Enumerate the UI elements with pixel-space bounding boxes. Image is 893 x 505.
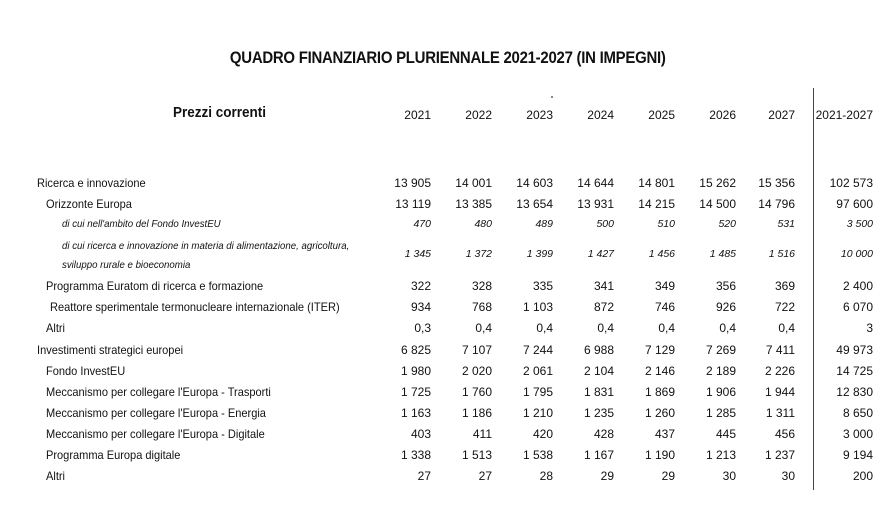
table-cell: 7 107 bbox=[461, 343, 492, 357]
table-cell: 0,4 bbox=[597, 321, 614, 335]
table-cell: 1 311 bbox=[765, 406, 795, 420]
table-cell: 7 411 bbox=[765, 343, 795, 357]
table-cell: 30 bbox=[781, 469, 795, 483]
table-cell: 480 bbox=[474, 218, 492, 230]
table-cell: 2 020 bbox=[461, 364, 492, 378]
row-label: Meccanismo per collegare l'Europa - Trasporti bbox=[46, 385, 271, 399]
table-cell: 14 215 bbox=[638, 197, 675, 211]
table-cell: 403 bbox=[410, 427, 431, 441]
row-label: di cui ricerca e innovazione in materia di alimentazione, agricoltura, sviluppo rurale e bioeconomia bbox=[62, 240, 350, 271]
table-cell: 8 650 bbox=[842, 406, 873, 420]
table-cell: 1 213 bbox=[705, 448, 736, 462]
table-cell: 531 bbox=[777, 218, 795, 230]
table-cell: 445 bbox=[715, 427, 736, 441]
table-cell: 926 bbox=[715, 300, 736, 314]
table-cell: 13 654 bbox=[516, 197, 553, 211]
table-cell: 14 500 bbox=[699, 197, 736, 211]
row-label: Investimenti strategici europei bbox=[37, 343, 184, 357]
table-cell: 1 167 bbox=[583, 448, 614, 462]
table-cell: 1 795 bbox=[522, 385, 553, 399]
table-cell: 1 163 bbox=[400, 406, 431, 420]
table-cell: 428 bbox=[593, 427, 614, 441]
row-label: Programma Europa digitale bbox=[46, 448, 181, 462]
table-cell: 0,4 bbox=[475, 321, 492, 335]
table-cell: 6 988 bbox=[583, 343, 614, 357]
table-cell: 14 644 bbox=[577, 176, 614, 190]
table-cell: 0,4 bbox=[658, 321, 675, 335]
table-cell: 15 356 bbox=[758, 176, 795, 190]
table-cell: 27 bbox=[417, 469, 431, 483]
table-cell: 15 262 bbox=[699, 176, 736, 190]
table-cell: 1 338 bbox=[400, 448, 431, 462]
table-cell: 13 385 bbox=[455, 197, 492, 211]
column-header: 2027 bbox=[768, 108, 795, 122]
table-cell: 1 372 bbox=[465, 248, 492, 260]
table-cell: 9 194 bbox=[842, 448, 873, 462]
table-cell: 1 285 bbox=[705, 406, 736, 420]
table-cell: 2 104 bbox=[583, 364, 614, 378]
table-cell: 1 186 bbox=[461, 406, 492, 420]
table-cell: 1 831 bbox=[583, 385, 614, 399]
table-cell: 0,4 bbox=[719, 321, 736, 335]
table-cell: 1 399 bbox=[526, 248, 553, 260]
table-cell: 3 000 bbox=[842, 427, 873, 441]
table-cell: 14 001 bbox=[455, 176, 492, 190]
row-label: Fondo InvestEU bbox=[46, 364, 126, 378]
table-cell: 369 bbox=[774, 279, 795, 293]
table-cell: 3 bbox=[866, 321, 873, 335]
table-cell: 768 bbox=[471, 300, 492, 314]
table-cell: 97 600 bbox=[836, 197, 873, 211]
price-basis-heading: Prezzi correnti bbox=[173, 104, 267, 121]
column-header: 2022 bbox=[465, 108, 492, 122]
table-cell: 934 bbox=[410, 300, 431, 314]
stray-dot bbox=[551, 96, 553, 98]
row-label: di cui nell'ambito del Fondo InvestEU bbox=[62, 218, 221, 230]
row-label: Meccanismo per collegare l'Europa - Energia bbox=[46, 406, 266, 420]
table-cell: 456 bbox=[774, 427, 795, 441]
table-cell: 1 235 bbox=[583, 406, 614, 420]
table-cell: 411 bbox=[472, 427, 492, 441]
table-cell: 13 119 bbox=[395, 197, 431, 211]
row-label: Ricerca e innovazione bbox=[37, 176, 146, 190]
table-cell: 2 146 bbox=[644, 364, 675, 378]
table-cell: 1 538 bbox=[522, 448, 553, 462]
table-cell: 200 bbox=[852, 469, 873, 483]
table-title: QUADRO FINANZIARIO PLURIENNALE 2021-2027 (IN IMPEGNI) bbox=[229, 48, 666, 67]
column-header: 2025 bbox=[648, 108, 675, 122]
table-cell: 27 bbox=[478, 469, 492, 483]
table-cell: 6 825 bbox=[400, 343, 431, 357]
table-cell: 0,4 bbox=[778, 321, 795, 335]
row-label: Reattore sperimentale termonucleare internazionale (ITER) bbox=[50, 300, 340, 314]
table-cell: 1 760 bbox=[461, 385, 492, 399]
row-label: Altri bbox=[46, 469, 66, 483]
table-cell: 322 bbox=[410, 279, 431, 293]
table-cell: 1 906 bbox=[705, 385, 736, 399]
table-cell: 13 931 bbox=[577, 197, 614, 211]
table-cell: 722 bbox=[774, 300, 795, 314]
table-cell: 341 bbox=[593, 279, 614, 293]
table-cell: 335 bbox=[532, 279, 553, 293]
table-cell: 2 226 bbox=[764, 364, 795, 378]
table-cell: 1 456 bbox=[648, 248, 675, 260]
table-cell: 14 796 bbox=[758, 197, 795, 211]
table-cell: 470 bbox=[413, 218, 431, 230]
table-cell: 2 400 bbox=[842, 279, 873, 293]
table-cell: 7 244 bbox=[522, 343, 553, 357]
table-cell: 30 bbox=[722, 469, 736, 483]
table-cell: 1 237 bbox=[764, 448, 795, 462]
table-cell: 1 944 bbox=[764, 385, 795, 399]
table-cell: 1 725 bbox=[400, 385, 431, 399]
table-cell: 1 190 bbox=[644, 448, 675, 462]
table-cell: 3 500 bbox=[846, 218, 873, 230]
row-label: Altri bbox=[46, 321, 66, 335]
table-cell: 1 513 bbox=[461, 448, 492, 462]
table-cell: 14 801 bbox=[638, 176, 675, 190]
table-cell: 29 bbox=[661, 469, 675, 483]
column-header: 2021-2027 bbox=[815, 108, 873, 122]
table-cell: 1 103 bbox=[522, 300, 553, 314]
table-cell: 1 210 bbox=[522, 406, 553, 420]
table-cell: 7 269 bbox=[705, 343, 736, 357]
table-cell: 420 bbox=[532, 427, 553, 441]
table-cell: 0,4 bbox=[536, 321, 553, 335]
table-cell: 520 bbox=[718, 218, 736, 230]
table-cell: 500 bbox=[596, 218, 614, 230]
table-cell: 6 070 bbox=[842, 300, 873, 314]
table-cell: 1 427 bbox=[587, 248, 614, 260]
table-cell: 29 bbox=[600, 469, 614, 483]
column-header: 2024 bbox=[587, 108, 614, 122]
table-cell: 0,3 bbox=[414, 321, 431, 335]
row-label: Meccanismo per collegare l'Europa - Digitale bbox=[46, 427, 265, 441]
table-cell: 510 bbox=[657, 218, 675, 230]
table-cell: 28 bbox=[539, 469, 553, 483]
table-cell: 356 bbox=[715, 279, 736, 293]
column-header: 2021 bbox=[404, 108, 431, 122]
row-label: Orizzonte Europa bbox=[46, 197, 132, 211]
table-cell: 1 869 bbox=[644, 385, 675, 399]
table-cell: 328 bbox=[471, 279, 492, 293]
table-cell: 1 260 bbox=[644, 406, 675, 420]
table-cell: 1 485 bbox=[709, 248, 736, 260]
table-cell: 746 bbox=[654, 300, 675, 314]
table-cell: 437 bbox=[654, 427, 675, 441]
table-cell: 2 189 bbox=[705, 364, 736, 378]
table-cell: 1 516 bbox=[768, 248, 795, 260]
table-cell: 2 061 bbox=[522, 364, 553, 378]
row-label: Programma Euratom di ricerca e formazione bbox=[46, 279, 264, 293]
table-cell: 49 973 bbox=[836, 343, 873, 357]
table-cell: 14 603 bbox=[516, 176, 553, 190]
table-cell: 872 bbox=[593, 300, 614, 314]
table-cell: 13 905 bbox=[394, 176, 431, 190]
table-cell: 349 bbox=[654, 279, 675, 293]
table-cell: 1 345 bbox=[404, 248, 431, 260]
table-cell: 489 bbox=[535, 218, 553, 230]
column-header: 2026 bbox=[709, 108, 736, 122]
table-cell: 12 830 bbox=[836, 385, 873, 399]
table-cell: 1 980 bbox=[400, 364, 431, 378]
table-cell: 14 725 bbox=[836, 364, 873, 378]
table-cell: 102 573 bbox=[829, 176, 873, 190]
table-cell: 7 129 bbox=[644, 343, 675, 357]
column-header: 2023 bbox=[526, 108, 553, 122]
table-cell: 10 000 bbox=[840, 248, 873, 260]
